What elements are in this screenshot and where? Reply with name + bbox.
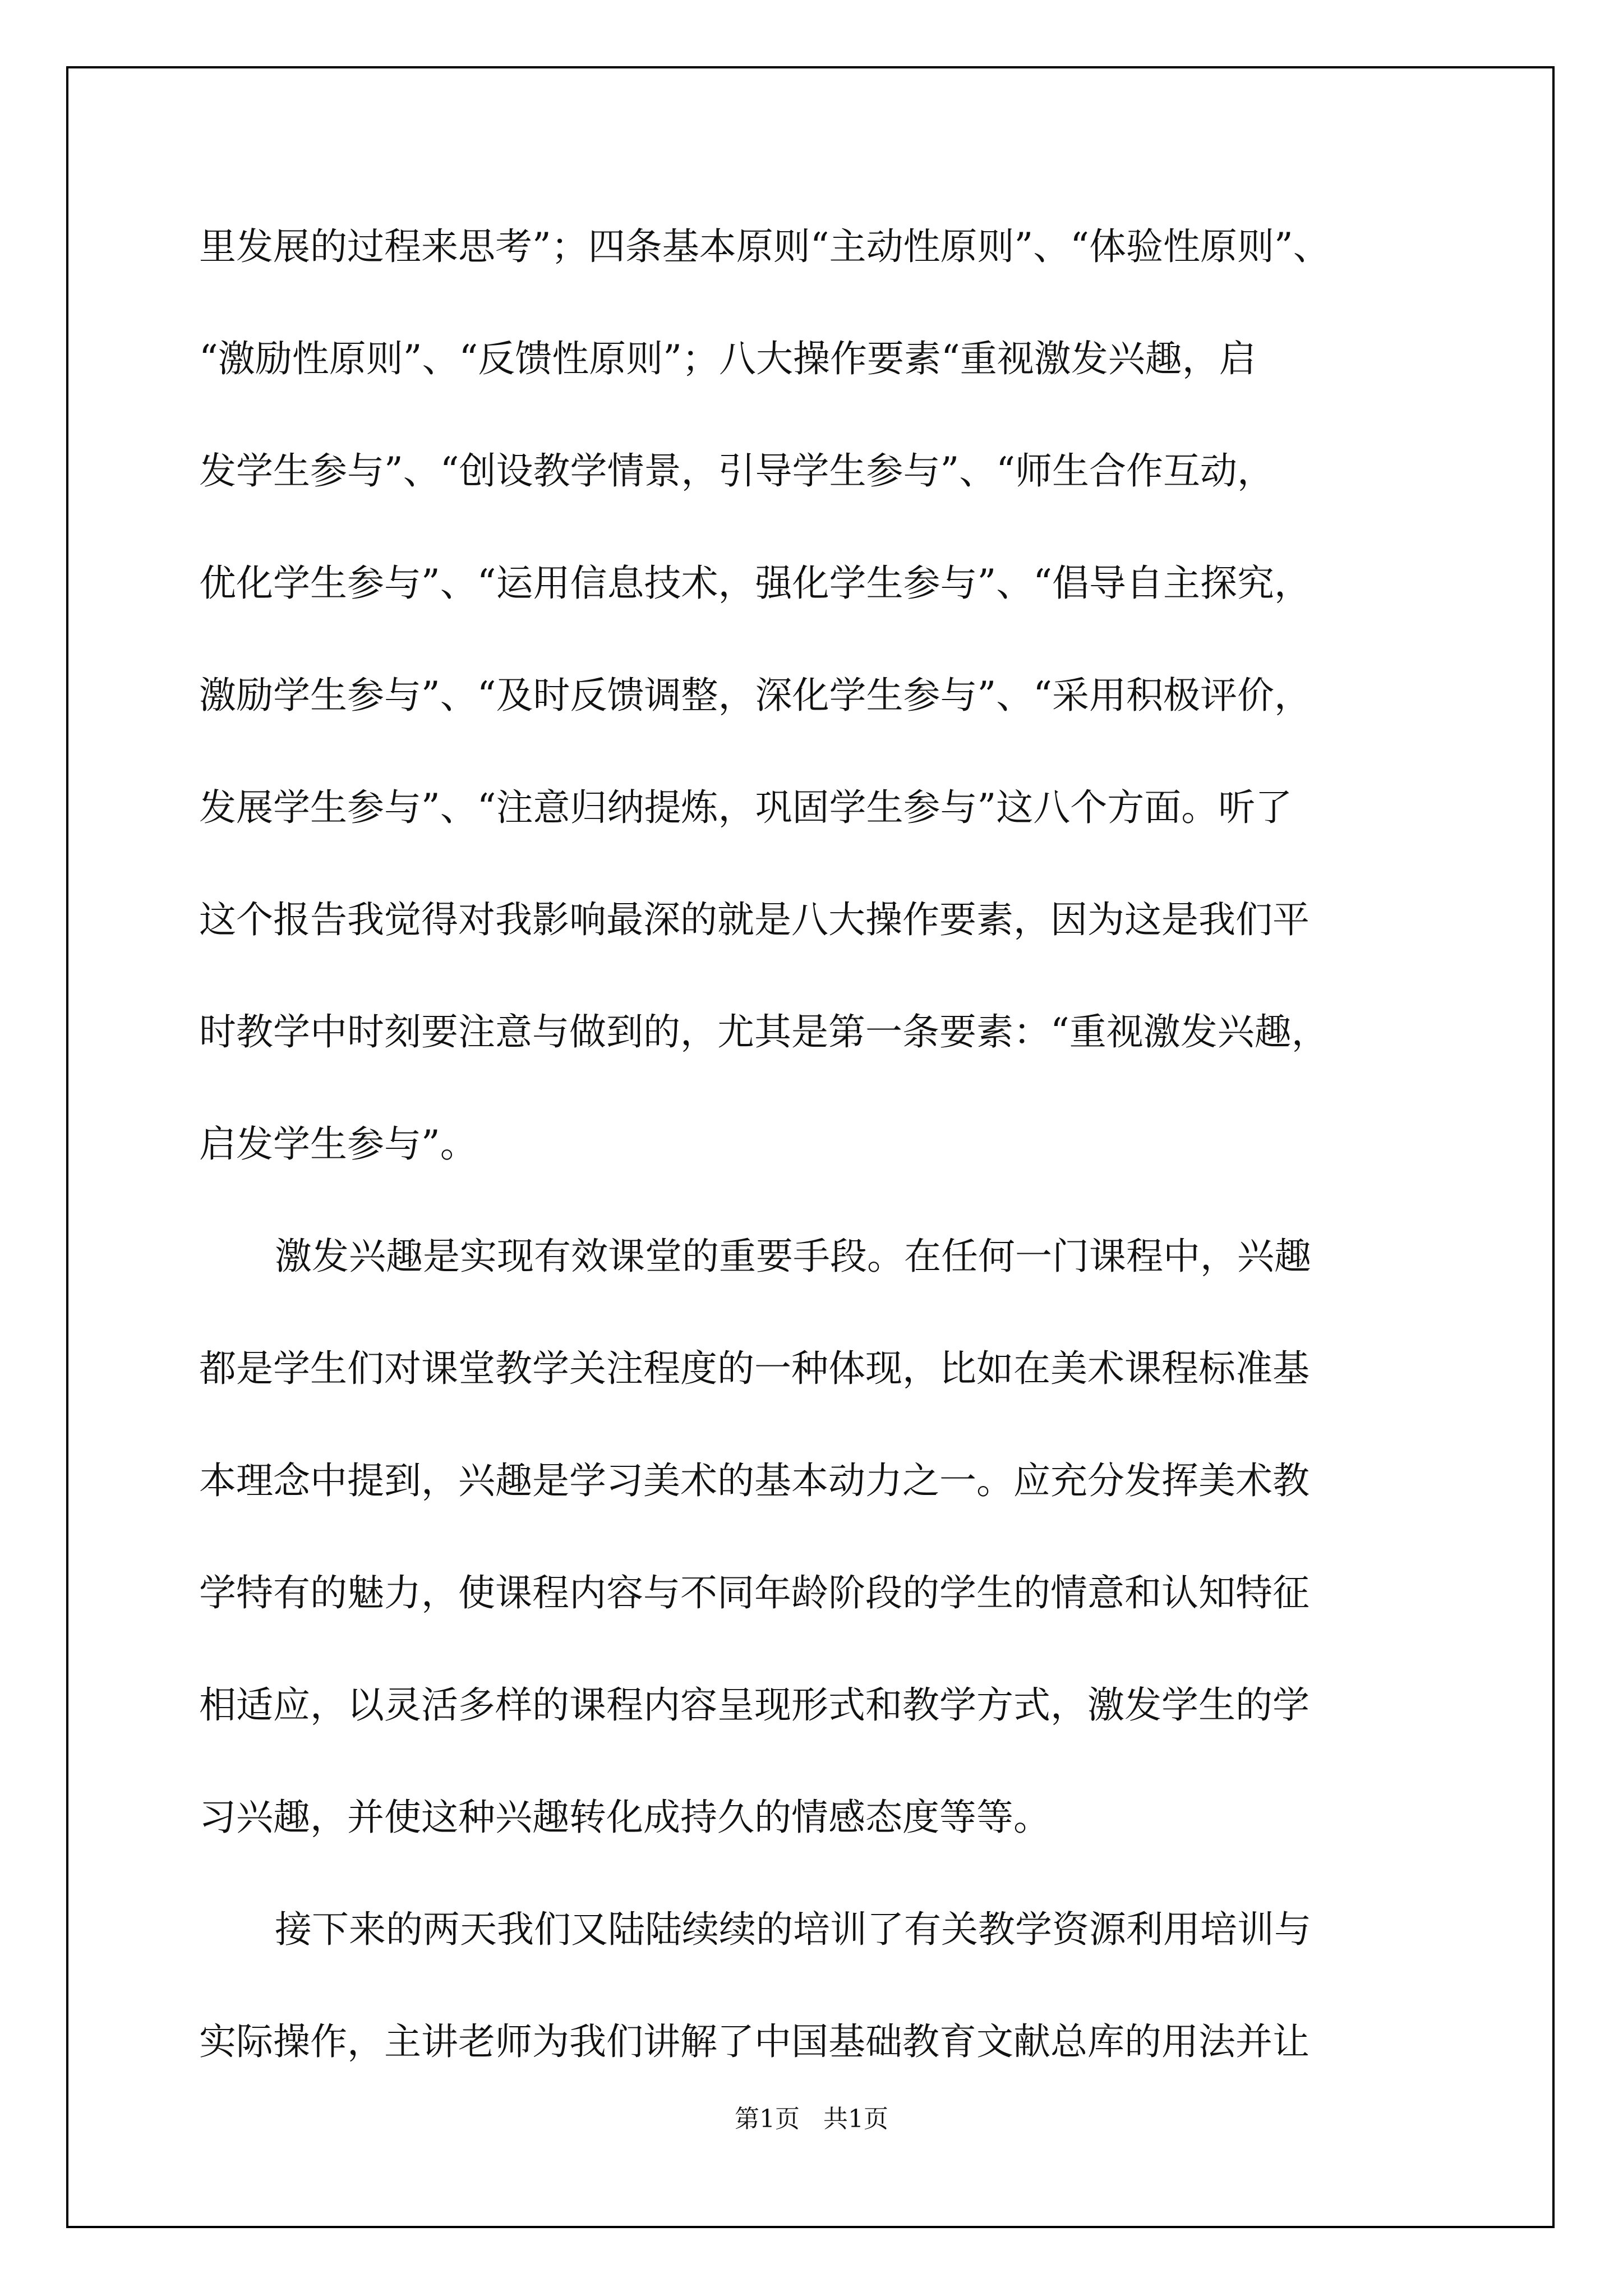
body-text-line: 相适应，以灵活多样的课程内容呈现形式和教学方式，激发学生的学	[199, 1683, 1310, 1727]
body-text-line: 激励学生参与”、“及时反馈调整，深化学生参与”、“采用积极评价，	[199, 674, 1311, 717]
body-text-line: “激励性原则”、“反馈性原则”；八大操作要素“重视激发兴趣，启	[199, 337, 1256, 380]
body-text-line: 启发学生参与”。	[199, 1122, 477, 1166]
body-text-line: 都是学生们对课堂教学关注程度的一种体现，比如在美术课程标准基	[199, 1347, 1310, 1390]
paragraph-first-line: 接下来的两天我们又陆陆续续的培训了有关教学资源利用培训与	[275, 1908, 1311, 1951]
body-text-line: 这个报告我觉得对我影响最深的就是八大操作要素，因为这是我们平	[199, 898, 1310, 941]
page-footer: 第1页 共1页	[735, 2105, 888, 2133]
body-text-line: 时教学中时刻要注意与做到的，尤其是第一条要素：“重视激发兴趣，	[199, 1010, 1329, 1053]
body-text-line: 发学生参与”、“创设教学情景，引导学生参与”、“师生合作互动，	[199, 449, 1274, 493]
body-text-line: 习兴趣，并使这种兴趣转化成持久的情感态度等等。	[199, 1796, 1050, 1839]
body-text-line: 本理念中提到，兴趣是学习美术的基本动力之一。应充分发挥美术教	[199, 1459, 1310, 1502]
paragraph-first-line: 激发兴趣是实现有效课堂的重要手段。在任何一门课程中，兴趣	[275, 1235, 1311, 1278]
body-text-line: 发展学生参与”、“注意归纳提炼，巩固学生参与”这八个方面。听了	[199, 786, 1293, 829]
body-text-line: 优化学生参与”、“运用信息技术，强化学生参与”、“倡导自主探究，	[199, 562, 1311, 605]
body-text-line: 里发展的过程来思考”；四条基本原则“主动性原则”、“体验性原则”、	[199, 225, 1330, 268]
body-text-line: 实际操作，主讲老师为我们讲解了中国基础教育文献总库的用法并让	[199, 2020, 1310, 2063]
body-text-line: 学特有的魅力，使课程内容与不同年龄阶段的学生的情意和认知特征	[199, 1571, 1310, 1614]
